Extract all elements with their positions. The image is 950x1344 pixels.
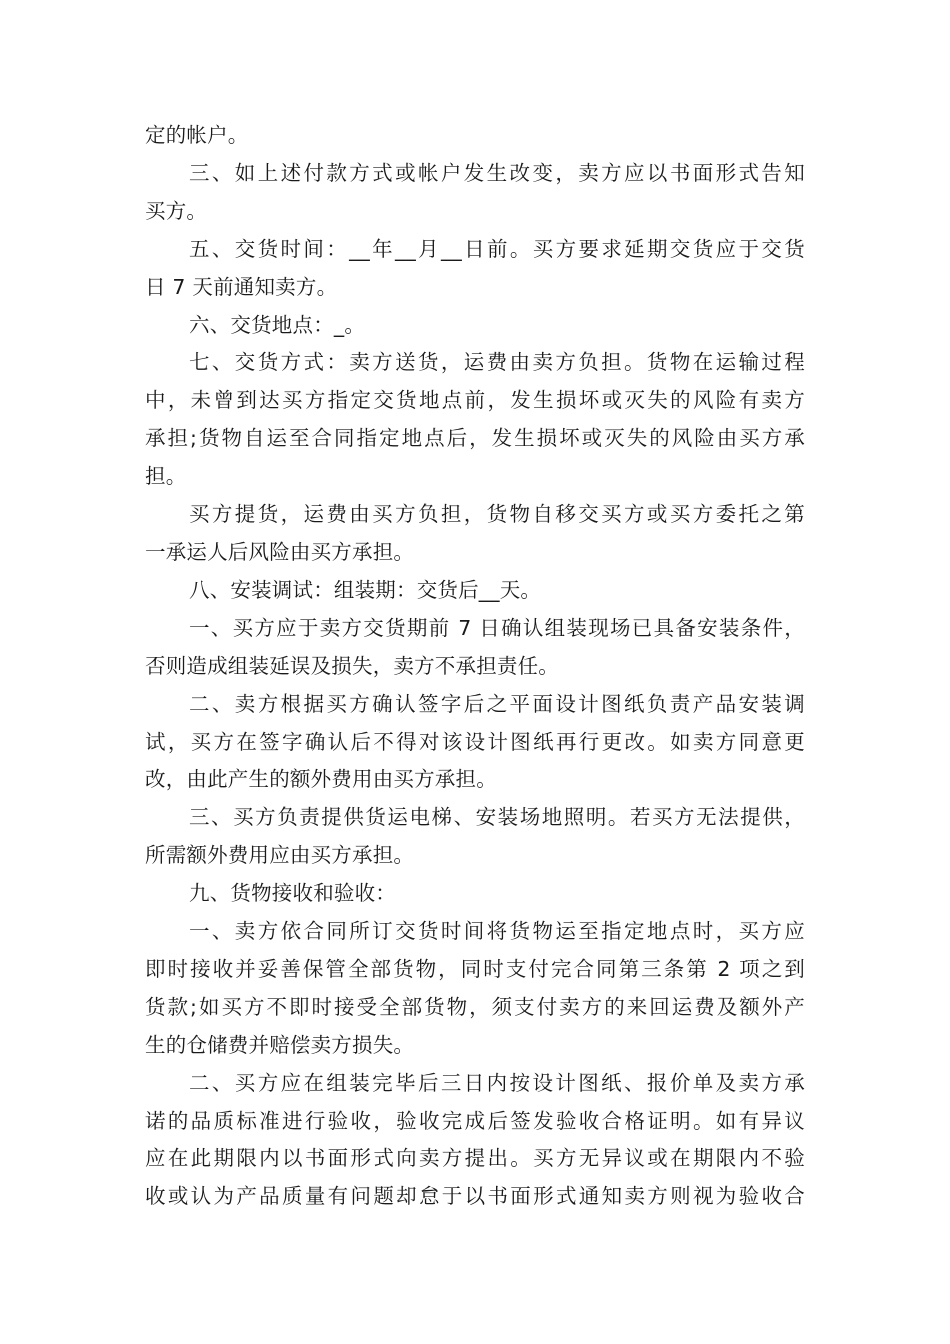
text-line: 一承运人后风险由买方承担。 xyxy=(145,539,415,564)
text-line: 七、交货方式：卖方送货，运费由卖方负担。货物在运输过程 xyxy=(189,350,805,375)
text-line: 所需额外费用应由买方承担。 xyxy=(145,843,415,868)
paragraph xyxy=(145,913,805,1065)
text-line: 否则造成组装延误及损失，卖方不承担责任。 xyxy=(145,653,559,678)
text-line: 买方。 xyxy=(145,198,208,223)
text-line: 一、买方应于卖方交货期前 7 日确认组装现场已具备安装条件， xyxy=(189,615,805,640)
text-line: 三、买方负责提供货运电梯、安装场地照明。若买方无法提供， xyxy=(189,805,805,830)
paragraph xyxy=(145,572,805,610)
paragraph xyxy=(145,496,805,572)
paragraph xyxy=(145,117,805,155)
text-line: 即时接收并妥善保管全部货物，同时支付完合同第三条第 2 项之到 xyxy=(145,956,805,981)
text-line: 五、交货时间：__年__月__日前。买方要求延期交货应于交货 xyxy=(189,236,805,261)
text-line: 九、货物接收和验收： xyxy=(189,881,396,906)
text-line: 八、安装调试：组装期：交货后__天。 xyxy=(189,577,542,602)
text-line: 生的仓储费并赔偿卖方损失。 xyxy=(145,1032,415,1057)
text-line: 改，由此产生的额外费用由买方承担。 xyxy=(145,767,497,792)
paragraph xyxy=(145,307,805,345)
text-line: 承担;货物自运至合同指定地点后，发生损坏或灭失的风险由买方承 xyxy=(145,426,805,451)
text-line: 日 7 天前通知卖方。 xyxy=(145,274,338,299)
text-line: 应在此期限内以书面形式向卖方提出。买方无异议或在期限内不验 xyxy=(145,1146,805,1171)
text-line: 二、卖方根据买方确认签字后之平面设计图纸负责产品安装调 xyxy=(189,691,805,716)
paragraph xyxy=(145,686,805,800)
paragraph xyxy=(145,231,805,307)
text-line: 诺的品质标准进行验收，验收完成后签发验收合格证明。如有异议 xyxy=(145,1108,805,1133)
text-line: 中，未曾到达买方指定交货地点前，发生损坏或灭失的风险有卖方 xyxy=(145,388,805,413)
text-line: 六、交货地点：_。 xyxy=(189,312,366,337)
text-line: 定的帐户。 xyxy=(145,123,249,147)
text-line: 收或认为产品质量有问题却怠于以书面形式通知卖方则视为验收合 xyxy=(145,1184,805,1209)
text-line: 二、买方应在组装完毕后三日内按设计图纸、报价单及卖方承 xyxy=(189,1070,805,1095)
paragraph xyxy=(145,1065,805,1217)
text-line: 一、卖方依合同所订交货时间将货物运至指定地点时，买方应 xyxy=(189,919,805,944)
text-line: 三、如上述付款方式或帐户发生改变，卖方应以书面形式告知 xyxy=(189,160,805,185)
paragraph xyxy=(145,875,805,913)
text-line: 买方提货，运费由买方负担，货物自移交买方或买方委托之第 xyxy=(189,502,805,527)
text-line: 担。 xyxy=(145,464,187,489)
paragraph xyxy=(145,155,805,231)
text-line: 货款;如买方不即时接受全部货物，须支付卖方的来回运费及额外产 xyxy=(145,994,805,1019)
document-body xyxy=(145,117,805,1216)
paragraph xyxy=(145,799,805,875)
paragraph xyxy=(145,344,805,496)
text-line: 试，买方在签字确认后不得对该设计图纸再行更改。如卖方同意更 xyxy=(145,729,805,754)
paragraph xyxy=(145,610,805,686)
